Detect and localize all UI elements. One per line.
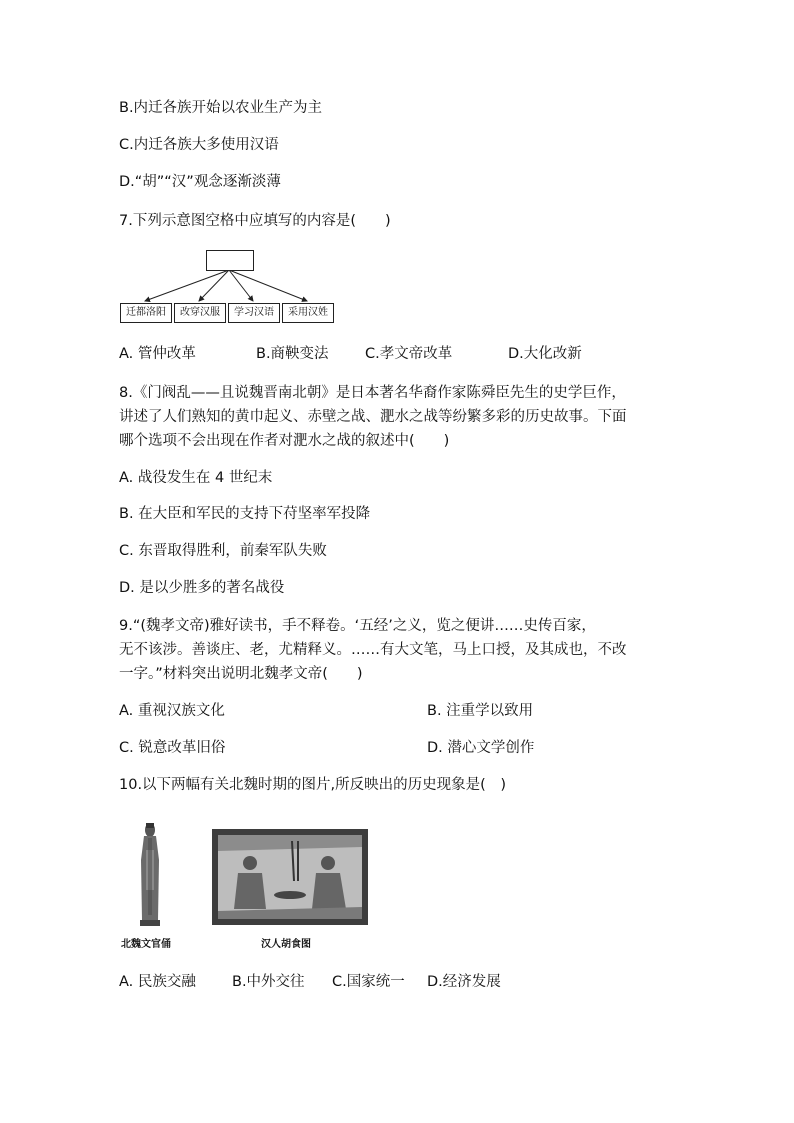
diagram-box-4-label: 采用汉姓 bbox=[288, 307, 328, 318]
q8-stem-line-3: 哪个选项不会出现在作者对淝水之战的叙述中( ) bbox=[119, 433, 450, 449]
q7-stem: 7.下列示意图空格中应填写的内容是( ) bbox=[119, 213, 391, 229]
q8-option-d: D. 是以少胜多的著名战役 bbox=[119, 580, 285, 596]
q9-option-d: D. 潜心文学创作 bbox=[427, 740, 535, 756]
q9-option-b: B. 注重学以致用 bbox=[427, 703, 534, 719]
diagram-blank-box bbox=[206, 250, 254, 271]
han-people-hu-food-mural-image bbox=[212, 829, 368, 925]
q6-option-b: B.内迁各族开始以农业生产为主 bbox=[119, 100, 323, 116]
diagram-box-3 bbox=[228, 303, 280, 323]
q7-option-c: C.孝文帝改革 bbox=[365, 346, 453, 362]
civil-official-figurine-image bbox=[135, 820, 165, 930]
q9-option-c: C. 锐意改革旧俗 bbox=[119, 740, 226, 756]
q6-option-d: D.“胡”“汉”观念逐渐淡薄 bbox=[119, 174, 281, 190]
q8-stem-line-1: 8.《门阀乱——且说魏晋南北朝》是日本著名华裔作家陈舜臣先生的史学巨作， bbox=[119, 385, 626, 401]
q8-option-c: C. 东晋取得胜利，前秦军队失败 bbox=[119, 543, 327, 559]
diagram-box-1 bbox=[120, 303, 172, 323]
q7-option-b: B.商鞅变法 bbox=[256, 346, 329, 362]
q10-option-c: C.国家统一 bbox=[332, 974, 405, 990]
diagram-box-3-label: 学习汉语 bbox=[234, 307, 274, 318]
q9-stem-line-2: 无不该涉。善谈庄、老，尤精释义。……有大文笔，马上口授，及其成也，不改 bbox=[119, 642, 627, 658]
diagram-box-2-label: 改穿汉服 bbox=[180, 307, 220, 318]
q6-option-c: C.内迁各族大多使用汉语 bbox=[119, 137, 279, 153]
q9-stem-line-1: 9.“(魏孝文帝)雅好读书，手不释卷。‘五经’之义，览之便讲……史传百家， bbox=[119, 618, 596, 634]
q10-option-d: D.经济发展 bbox=[427, 974, 501, 990]
diagram-box-1-label: 迁都洛阳 bbox=[126, 307, 166, 318]
q10-option-b: B.中外交往 bbox=[232, 974, 305, 990]
q8-option-b: B. 在大臣和军民的支持下苻坚率军投降 bbox=[119, 506, 371, 522]
diagram-box-2 bbox=[174, 303, 226, 323]
diagram-box-4 bbox=[282, 303, 334, 323]
q9-stem-line-3: 一字。”材料突出说明北魏孝文帝( ) bbox=[119, 666, 363, 682]
q10-stem: 10.以下两幅有关北魏时期的图片,所反映出的历史现象是( ) bbox=[119, 777, 506, 793]
q8-stem-line-2: 讲述了人们熟知的黄巾起义、赤壁之战、淝水之战等纷繁多彩的历史故事。下面 bbox=[119, 409, 627, 425]
mural-caption: 汉人胡食图 bbox=[261, 939, 311, 950]
q8-option-a: A. 战役发生在 4 世纪末 bbox=[119, 470, 273, 486]
q10-option-a: A. 民族交融 bbox=[119, 974, 196, 990]
figurine-caption: 北魏文官俑 bbox=[121, 939, 171, 950]
q9-option-a: A. 重视汉族文化 bbox=[119, 703, 225, 719]
q7-option-d: D.大化改新 bbox=[508, 346, 582, 362]
reform-diagram bbox=[119, 248, 339, 326]
q7-option-a: A. 管仲改革 bbox=[119, 346, 196, 362]
